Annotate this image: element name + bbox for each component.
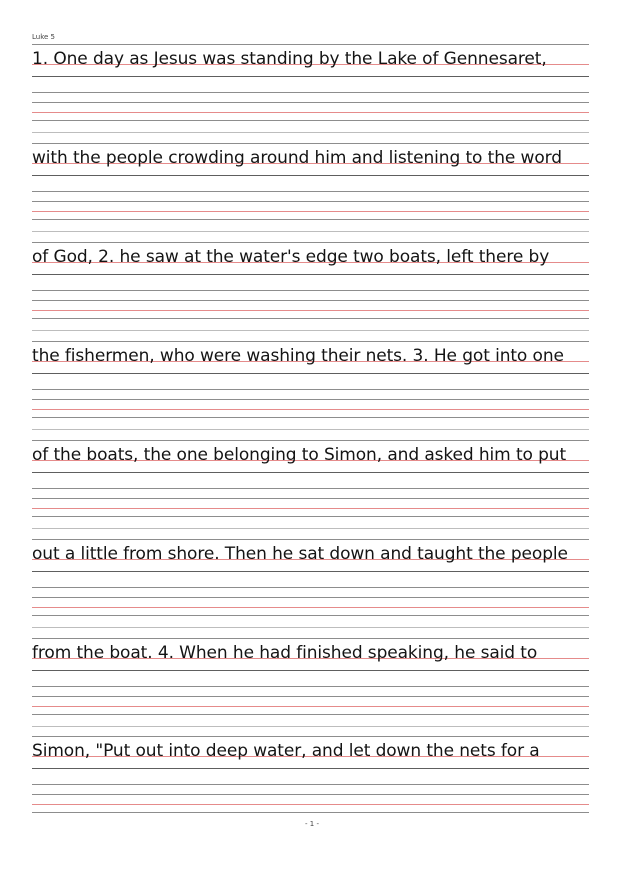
writing-rule bbox=[32, 768, 589, 769]
writing-rule bbox=[32, 290, 589, 291]
writing-rule bbox=[32, 373, 589, 374]
handwriting-practice-sheet bbox=[32, 0, 589, 883]
writing-rule bbox=[32, 587, 589, 588]
writing-baseline-rule bbox=[32, 211, 589, 212]
top-rule bbox=[32, 341, 589, 342]
writing-rule bbox=[32, 389, 589, 390]
writing-rule bbox=[32, 231, 589, 232]
top-rule bbox=[32, 44, 589, 45]
writing-rule bbox=[32, 472, 589, 473]
writing-rule bbox=[32, 318, 589, 319]
page-header-label: Luke 5 bbox=[32, 33, 56, 41]
writing-rule bbox=[32, 92, 589, 93]
writing-rule bbox=[32, 274, 589, 275]
writing-rule bbox=[32, 300, 589, 301]
writing-rule bbox=[32, 102, 589, 103]
writing-rule bbox=[32, 784, 589, 785]
writing-rule bbox=[32, 330, 589, 331]
writing-rule bbox=[32, 714, 589, 715]
top-rule bbox=[32, 539, 589, 540]
writing-rule bbox=[32, 726, 589, 727]
writing-baseline-rule bbox=[32, 112, 589, 113]
writing-rule bbox=[32, 201, 589, 202]
writing-rule bbox=[32, 120, 589, 121]
writing-rule bbox=[32, 516, 589, 517]
writing-rule bbox=[32, 219, 589, 220]
practice-block bbox=[32, 440, 589, 539]
practice-block bbox=[32, 242, 589, 341]
page-number: - 1 - bbox=[305, 820, 319, 828]
writing-rule bbox=[32, 76, 589, 77]
top-rule bbox=[32, 440, 589, 441]
practice-block bbox=[32, 44, 589, 143]
writing-rule bbox=[32, 597, 589, 598]
practice-block bbox=[32, 341, 589, 440]
writing-rule bbox=[32, 528, 589, 529]
writing-rule bbox=[32, 429, 589, 430]
writing-rule bbox=[32, 615, 589, 616]
practice-block bbox=[32, 143, 589, 242]
writing-baseline-rule bbox=[32, 409, 589, 410]
writing-baseline-rule bbox=[32, 607, 589, 608]
writing-rule bbox=[32, 175, 589, 176]
practice-text-line: the fishermen, who were washing their nets. 3. He got into one bbox=[32, 346, 564, 366]
writing-rule bbox=[32, 812, 589, 813]
writing-rule bbox=[32, 670, 589, 671]
writing-baseline-rule bbox=[32, 508, 589, 509]
top-rule bbox=[32, 143, 589, 144]
practice-text-line: 1. One day as Jesus was standing by the Lake of Gennesaret, bbox=[32, 49, 547, 69]
writing-rule bbox=[32, 686, 589, 687]
writing-rule bbox=[32, 191, 589, 192]
practice-text-line: with the people crowding around him and listening to the word bbox=[32, 148, 562, 168]
practice-block bbox=[32, 638, 589, 737]
writing-rule bbox=[32, 627, 589, 628]
writing-rule bbox=[32, 571, 589, 572]
practice-block bbox=[32, 539, 589, 638]
writing-baseline-rule bbox=[32, 706, 589, 707]
practice-text-line: of God, 2. he saw at the water's edge two boats, left there by bbox=[32, 247, 550, 267]
practice-text-line: from the boat. 4. When he had finished speaking, he said to bbox=[32, 643, 538, 663]
writing-rule bbox=[32, 417, 589, 418]
writing-rule bbox=[32, 794, 589, 795]
top-rule bbox=[32, 736, 589, 737]
writing-baseline-rule bbox=[32, 804, 589, 805]
top-rule bbox=[32, 242, 589, 243]
practice-text-line: of the boats, the one belonging to Simon, and asked him to put bbox=[32, 445, 567, 465]
writing-baseline-rule bbox=[32, 310, 589, 311]
top-rule bbox=[32, 638, 589, 639]
writing-rule bbox=[32, 488, 589, 489]
writing-rule bbox=[32, 498, 589, 499]
writing-rule bbox=[32, 399, 589, 400]
practice-text-line: Simon, "Put out into deep water, and let down the nets for a bbox=[32, 741, 540, 761]
writing-rule bbox=[32, 696, 589, 697]
practice-text-line: out a little from shore. Then he sat down and taught the people bbox=[32, 544, 568, 564]
writing-rule bbox=[32, 132, 589, 133]
